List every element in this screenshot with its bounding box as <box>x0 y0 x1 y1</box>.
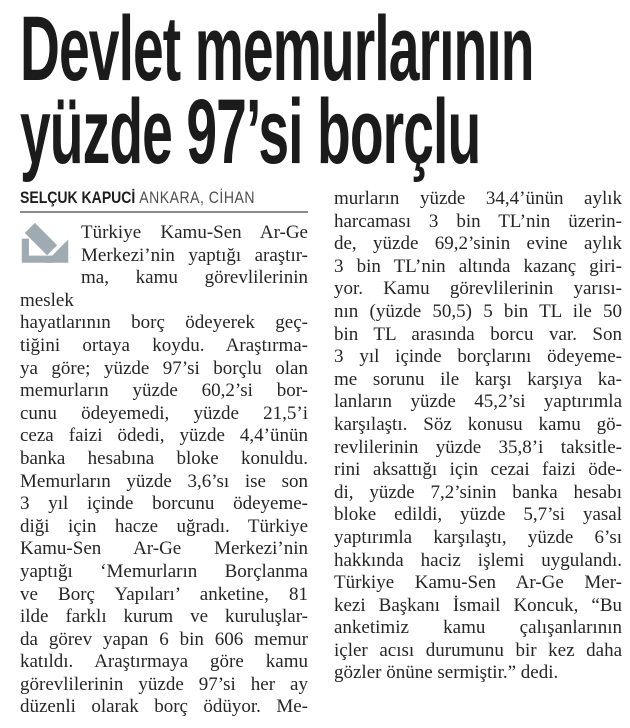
right-column-text <box>334 188 622 685</box>
article-line: gözler önüne sermiştir.” dedi. <box>334 662 559 684</box>
headline-line-1: Devlet memurlarının <box>20 0 534 100</box>
article-line: Türkiye Kamu-Sen Ar-Ge Mer- <box>334 572 622 594</box>
article-line: Türkiye Kamu-Sen Ar-Ge <box>81 222 308 243</box>
article-line: banka hesabına bloke konuldu. <box>20 447 308 469</box>
article-line: ilde farklı kurum ve kuruluşlar- <box>20 606 308 628</box>
article-line: murların yüzde 34,4’ünün aylık <box>334 188 622 209</box>
article-line: tiğini ortaya koydu. Araştırma- <box>20 334 308 356</box>
left-column-text <box>20 222 308 719</box>
article-line: görevlilerinin yüzde 97’si her ay <box>20 673 308 695</box>
article-line: lanların yüzde 45,2’si yaptırımla <box>334 391 622 413</box>
byline-divider <box>20 211 308 213</box>
article-line: yaptırımla karşılaştı, yüzde 6’sı <box>334 526 622 548</box>
article-line: ma, kamu görevlilerinin meslek <box>20 267 308 311</box>
article-line: rini aksattığı için cezai faizi öde- <box>334 459 622 481</box>
article-line: 3 yıl içinde borçlarını ödeyeme- <box>334 346 622 368</box>
article-line: Kamu-Sen Ar-Ge Merkezi’nin <box>20 538 308 560</box>
article-line: katıldı. Araştırmaya göre kamu <box>20 651 308 673</box>
right-column <box>334 188 622 685</box>
article-line: me sorunu ile karşı karşıya ka- <box>334 368 622 390</box>
article-line: yaptığı ‘Memurların Borçlanma <box>20 560 308 582</box>
article-line: ya göre; yüzde 97’si borçlu olan <box>20 357 308 379</box>
article-line: nın (yüzde 50,5) 5 bin TL ile 50 <box>334 300 622 322</box>
article-line: 3 bin TL’nin altında kazanç giri- <box>334 255 622 277</box>
article-line: hakkında haciz işlemi uygulandı. <box>334 549 622 571</box>
article-line: anketimiz kamu çalışanlarının <box>334 617 622 639</box>
byline-location-agency: ANKARA, CİHAN <box>139 189 255 207</box>
left-column <box>20 188 308 719</box>
down-right-arrow-icon <box>20 223 70 265</box>
article-line: harcaması 3 bin TL’nin üzerin- <box>334 210 622 232</box>
article-line: di, yüzde 7,2’sinin banka hesabı <box>334 481 622 503</box>
article-line: karşılaştı. Söz konusu kamu gö- <box>334 413 622 435</box>
byline-author: SELÇUK KAPUCİ <box>20 189 136 207</box>
article-line: da görev yapan 6 bin 606 memur <box>20 628 308 650</box>
article-line: kezi Başkanı İsmail Koncuk, “Bu <box>334 594 622 616</box>
article-line: de, yüzde 69,2’sinin evine aylık <box>334 233 622 255</box>
article-line: revlilerinin yüzde 35,8’i taksitle- <box>334 436 622 458</box>
article-line: 3 yıl içinde borcunu ödeyeme- <box>20 493 308 515</box>
article-line: bloke edildi, yüzde 5,7’si yasal <box>334 504 622 526</box>
article-line: yor. Kamu görevlilerinin yarısı- <box>334 278 622 300</box>
article-line: bin TL arasında borcu var. Son <box>334 323 622 345</box>
article-line: hayatlarının borç ödeyerek geç- <box>20 312 308 334</box>
article-line: Memurların yüzde 3,6’sı ise son <box>20 470 308 492</box>
byline <box>20 188 265 208</box>
article-line: memurların yüzde 60,2’si bor- <box>20 380 308 402</box>
article-columns <box>20 188 622 719</box>
article-line: Merkezi’nin yaptığı araştır- <box>81 244 308 266</box>
article-line: cunu ödeyemedi, yüzde 21,5’i <box>20 402 308 424</box>
article-line: diği için hacze uğradı. Türkiye <box>20 515 308 537</box>
article-line: ve Borç Yapıları’ anketine, 81 <box>20 583 308 605</box>
article-line: düzenli olarak borç ödüyor. Me- <box>20 696 308 718</box>
article-line: içler acısı durumunu bir kez daha <box>334 639 622 661</box>
article-headline <box>20 0 612 183</box>
article-line: ceza faizi ödedi, yüzde 4,4’ünün <box>20 425 308 447</box>
headline-line-2: yüzde 97’si borçlu <box>20 81 481 183</box>
